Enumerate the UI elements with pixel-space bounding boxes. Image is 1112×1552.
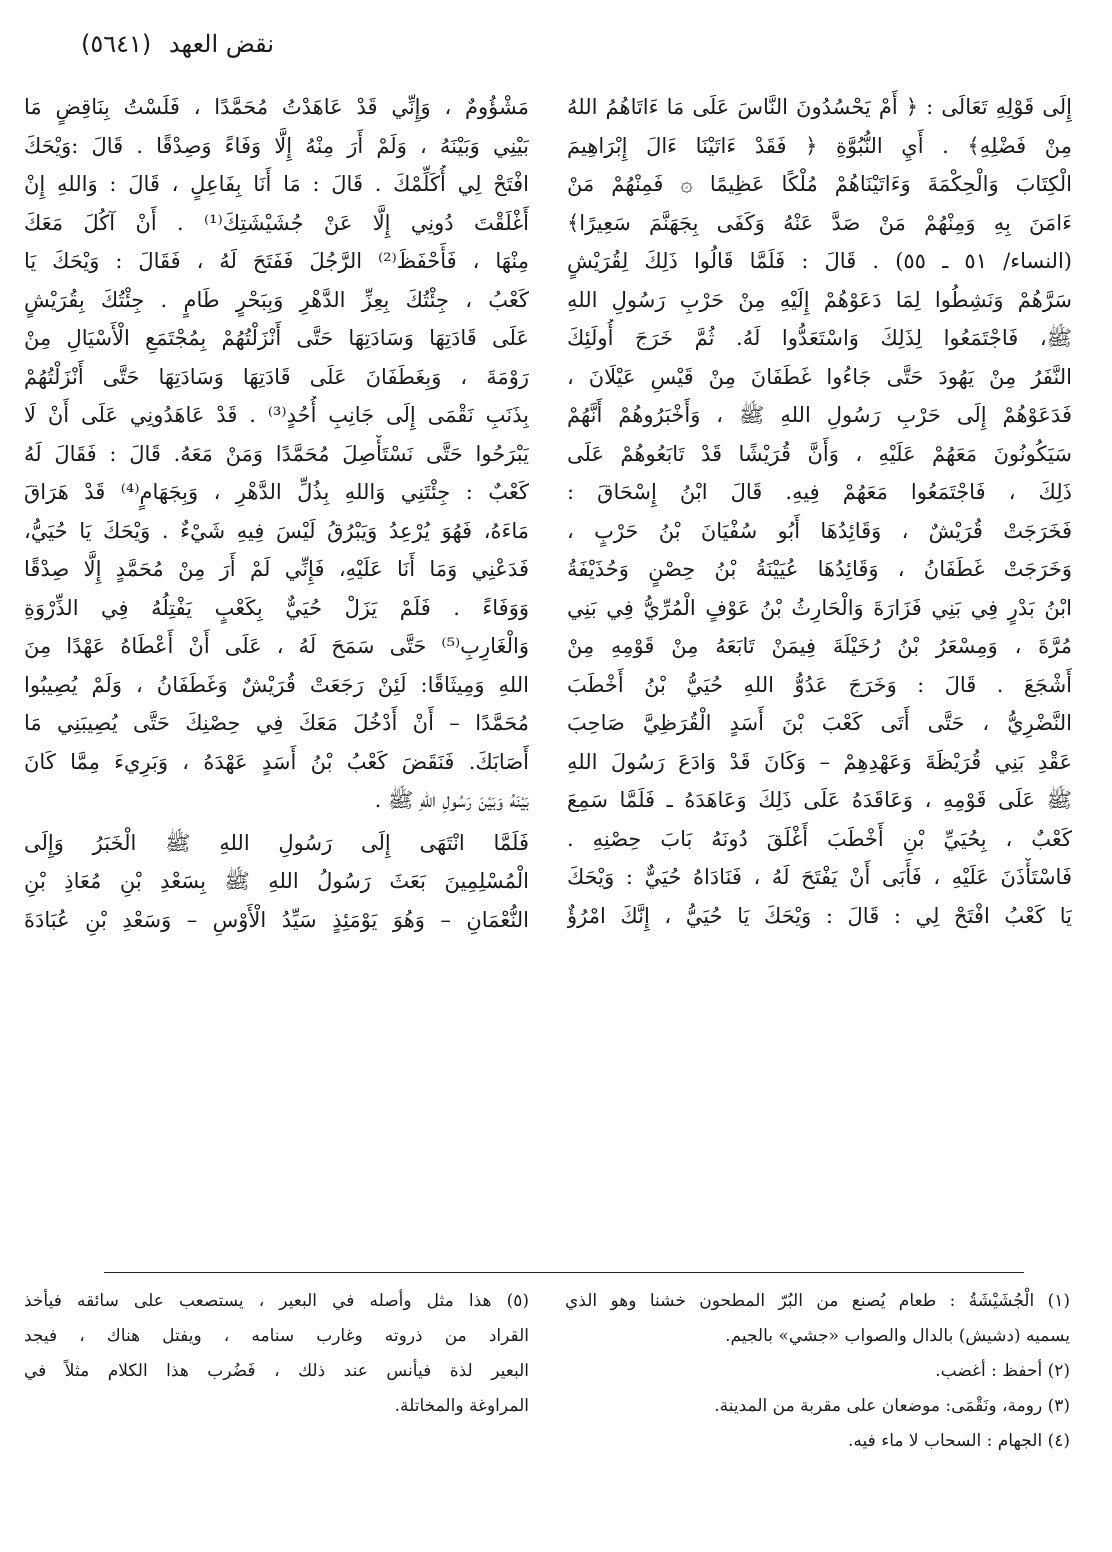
footnotes-left [24, 1284, 529, 1424]
text-line: ءَامَنَ بِهِ وَمِنْهُمْ مَنْ صَدَّ عَنْهُ وَكَفَى بِجَهَنَّمَ سَعِيرًا﴾ [567, 210, 1072, 235]
text-line: فَخَرَجَتْ قُرَيْشٌ ، وَقَائِدُهَا أَبُو سُفْيَانَ بْنُ حَرْبٍ ، [567, 518, 1072, 543]
text-line: وَوَفَاءً . فَلَمْ يَزَلْ حُيَيٌّ بِكَعْبٍ يَفْتِلُهُ فِي الذِّرْوَةِ [24, 595, 529, 620]
text-line: فَدَعَوْهُمْ إِلَى حَرْبِ رَسُولِ اللهِ ﷺ ، وَأَخْبَرُوهُمْ أَنَّهُمْ [567, 403, 1072, 427]
text-line: ذَلِكَ ، فَاجْتَمَعُوا مَعَهُمْ فِيهِ. قَالَ ابْنُ إِسْحَاقَ : [567, 480, 1072, 504]
footnote-line: البعير لذة فيأنس عند ذلك ، فَضُرب هذا الكلام مثلاً في [24, 1361, 529, 1381]
text-line: عَلَى قَادَتِهَا وَسَادَتِهَا حَتَّى أَنْزَلْتُهُمْ بِمُجْتَمَعِ الْأَسْيَالِ مِنْ [24, 326, 529, 350]
right-text-column [567, 88, 1072, 935]
text-line: فَدَعْنِي وَمَا أَنَا عَلَيْهِ، فَإِنِّي لَمْ أَرَ مِنْ مُحَمَّدٍ إِلَّا صِدْقًا [24, 557, 529, 581]
footnote-line: (٣) رومة، ونَقْمَى: موضعان على مقربة من المدينة. [714, 1396, 1070, 1416]
text-line: مَشْؤُومٌ ، وَإِنِّي قَدْ عَاهَدْتُ مُحَمَّدًا ، فَلَسْتُ بِنَاقِضٍ مَا [24, 95, 529, 119]
page-number: (٥٦٤١) [80, 30, 152, 58]
text-line: كَعْبٌ ، بِحُيَيِّ بْنِ أَخْطَبَ أَغْلَقَ دُونَهُ بَابَ حِصْنِهِ . [567, 826, 1072, 851]
text-line: سَرَّهُمْ وَنَشِطُوا لِمَا دَعَوْهُمْ إِلَيْهِ مِنْ حَرْبِ رَسُولِ اللهِ [567, 287, 1072, 312]
text-line: مِنْهَا ، فَأَحْفَظَ⁽²⁾ الرَّجُلَ فَفَتَحَ لَهُ ، فَقَالَ : وَيْحَكَ يَا [24, 249, 529, 273]
text-line: اللهِ وَمِيثَاقًا: لَئِنْ رَجَعَتْ قُرَيْشٌ وَغَطَفَانُ ، وَلَمْ يُصِيبُوا [24, 672, 529, 697]
text-line: النَّضْرِيُّ ، حَتَّى أَتَى كَعْبَ بْنَ أَسَدٍ الْقُرَظِيَّ صَاحِبَ [567, 711, 1072, 735]
text-line: فَاسْتَأْذَنَ عَلَيْهِ ، فَأَبَى أَنْ يَفْتَحَ لَهُ ، فَنَادَاهُ حُيَيٌّ : وَيْحَكَ [567, 865, 1072, 889]
page-header [34, 28, 274, 60]
footnote-line: (٥) هذا مثل وأصله في البعير ، يستصعب على سائقه فيأخذ [24, 1291, 529, 1311]
text-line: مُرَّةَ ، وَمِسْعَرُ بْنُ رُخَيْلَةَ فِيمَنْ تَابَعَهُ مِنْ قَوْمِهِ مِنْ [567, 634, 1072, 658]
text-line: (النساء/ ٥١ ـ ٥٥) . قَالَ : فَلَمَّا قَالُوا ذَلِكَ لِقُرَيْشٍ [567, 249, 1072, 273]
text-line: إِلَى قَوْلِهِ تَعَالَى : ﴿ أَمْ يَحْسُدُونَ النَّاسَ عَلَى مَا ءَاتَاهُمُ اللهُ [567, 95, 1072, 119]
footnote-line: (٤) الجهام : السحاب لا ماء فيه. [848, 1431, 1070, 1451]
footnote-line: المراوغة والمخاتلة. [394, 1396, 529, 1416]
footnote-line: (١) الْجُشَيْشَةُ : طعام يُصنع من البُرّ المطحون خشنا وهو الذي [565, 1291, 1070, 1311]
text-line: النُّعْمَانِ – وَهُوَ يَوْمَئِذٍ سَيِّدُ الْأَوْسِ – وَسَعْدِ بْنِ عُبَادَةَ [24, 907, 529, 932]
text-line: ﷺ، فَاجْتَمَعُوا لِذَلِكَ وَاسْتَعَدُّوا لَهُ. ثُمَّ خَرَجَ أُولَئِكَ [567, 326, 1072, 350]
text-line: مَاءَهُ، فَهُوَ يُرْعِدُ وَيَبْرُقُ لَيْسَ فِيهِ شَيْءٌ . وَيْحَكَ يَا حُيَيُّ، [24, 518, 529, 543]
text-line: كَعْبُ ، جِئْتُكَ بِعِزِّ الدَّهْرِ وَبِبَحْرٍ طَامٍ . جِئْتُكَ بِقُرَيْشٍ [24, 287, 529, 312]
footnote-divider [104, 1272, 1024, 1273]
text-line: كَعْبٌ : جِئْتَنِي وَاللهِ بِذُلِّ الدَّهْرِ ، وَبِجَهَامٍ⁽⁴⁾ قَدْ هَرَاقَ [24, 480, 529, 504]
text-line: سَيَكُونُونَ مَعَهُمْ عَلَيْهِ ، وَأَنَّ قُرَيْشًا قَدْ تَابَعُوهُمْ عَلَى [567, 441, 1072, 466]
text-line: فَلَمَّا انْتَهَى إِلَى رَسُولِ اللهِ ﷺ الْخَبَرُ وَإِلَى [24, 830, 529, 855]
left-text-column [24, 88, 529, 939]
text-line: مِنْ فَضْلِهِ﴾ . أَيِ النُّبُوَّةِ ﴿ فَقَدْ ءَاتَيْنَا ءَالَ إِبْرَاهِيمَ [567, 133, 1072, 158]
footnote-line: (٢) أحفظ : أغضب. [935, 1361, 1070, 1381]
text-line: أَصَابَكَ. فَنَقَضَ كَعْبُ بْنُ أَسَدٍ عَهْدَهُ ، وَبَرِيءَ مِمَّا كَانَ [24, 749, 529, 774]
chapter-title: نقض العهد [168, 30, 274, 58]
text-line: أَغْلَقْتَ دُونِي إِلَّا عَنْ جُشَيْشَتِكَ⁽¹⁾ . أَنْ آكُلَ مَعَكَ [24, 210, 529, 235]
text-line: عَقْدِ بَنِي قُرَيْظَةَ وَعَهْدِهِمْ – وَكَانَ قَدْ وَادَعَ رَسُولَ اللهِ [567, 749, 1072, 774]
text-line: ﷺ عَلَى قَوْمِهِ ، وَعَاقَدَهُ عَلَى ذَلِكَ وَعَاهَدَهُ ـ فَلَمَّا سَمِعَ [567, 788, 1072, 812]
text-line: ابْنُ بَدْرٍ فِي بَنِي فَزَارَةَ وَالْحَارِثُ بْنُ عَوْفٍ الْمُرِّيُّ فِي بَنِي [567, 595, 1072, 620]
text-line: يَبْرَحُوا حَتَّى نَسْتَأْصِلَ مُحَمَّدًا وَمَنْ مَعَهُ. قَالَ : فَقَالَ لَهُ [24, 441, 529, 466]
text-line: الْكِتَابَ وَالْحِكْمَةَ وَءَاتَيْنَاهُمْ مُلْكًا عَظِيمًا ۞ فَمِنْهُمْ مَنْ [567, 172, 1072, 196]
text-line: أَشْجَعَ . قَالَ : وَخَرَجَ عَدُوُّ اللهِ حُيَيُّ بْنُ أَخْطَبَ [567, 672, 1072, 697]
footnotes-right [565, 1284, 1070, 1459]
text-line: وَالْغَارِبِ⁽⁵⁾ حَتَّى سَمَحَ لَهُ ، عَلَى أَنْ أَعْطَاهُ عَهْدًا مِنَ [24, 634, 529, 658]
text-line: بَيْنِي وَبَيْنَهُ ، وَلَمْ أَرَ مِنْهُ إِلَّا وَفَاءً وَصِدْقًا . قَالَ :وَيْحَكَ [24, 133, 529, 158]
footnote-line: يسميه (دشيش) بالدال والصواب «جشي» بالجيم. [725, 1326, 1070, 1346]
text-line: الْمُسْلِمِينَ بَعَثَ رَسُولُ اللهِ ﷺ بِسَعْدِ بْنِ مُعَاذِ بْنِ [24, 869, 529, 893]
text-line: رَوْمَةَ ، وَبِغَطَفَانَ عَلَى قَادَتِهَا وَسَادَتِهَا حَتَّى أَنْزَلْتُهُمْ [24, 364, 529, 389]
text-line: مُحَمَّدًا – أَنْ أَدْخُلَ مَعَكَ فِي حِصْنِكَ حَتَّى يُصِيبَنِي مَا [24, 711, 529, 735]
text-line: وَخَرَجَتْ غَطَفَانُ ، وَقَائِدُهَا عُيَيْنَةُ بْنُ حِصْنٍ وَحُذَيْفَةُ [567, 557, 1072, 581]
footnote-line: القراد من ذروته وغارب سنامه ، ويفتل هناك ، فيجد [24, 1326, 529, 1346]
text-line: يَا كَعْبُ افْتَحْ لِي : قَالَ : وَيْحَكَ يَا حُيَيُّ ، إِنَّكَ امْرُؤٌ [567, 903, 1072, 928]
text-line: النَّفَرُ مِنْ يَهُودَ حَتَّى جَاءُوا غَطَفَانَ مِنْ قَيْسِ عَيْلَانَ ، [567, 364, 1072, 389]
text-line: بَيْنَهُ وَبَيْنَ رَسُولِ اللهِ ﷺ . [374, 788, 529, 812]
text-line: افْتَحْ لِي أُكَلِّمْكَ . قَالَ : مَا أَنَا بِفَاعِلٍ ، قَالَ : وَاللهِ إِنْ [24, 172, 529, 196]
text-line: بِذَنَبِ نَقْمَى إِلَى جَانِبِ أُحُدٍ⁽³⁾ . قَدْ عَاهَدُونِي عَلَى أَنْ لَا [24, 403, 529, 427]
